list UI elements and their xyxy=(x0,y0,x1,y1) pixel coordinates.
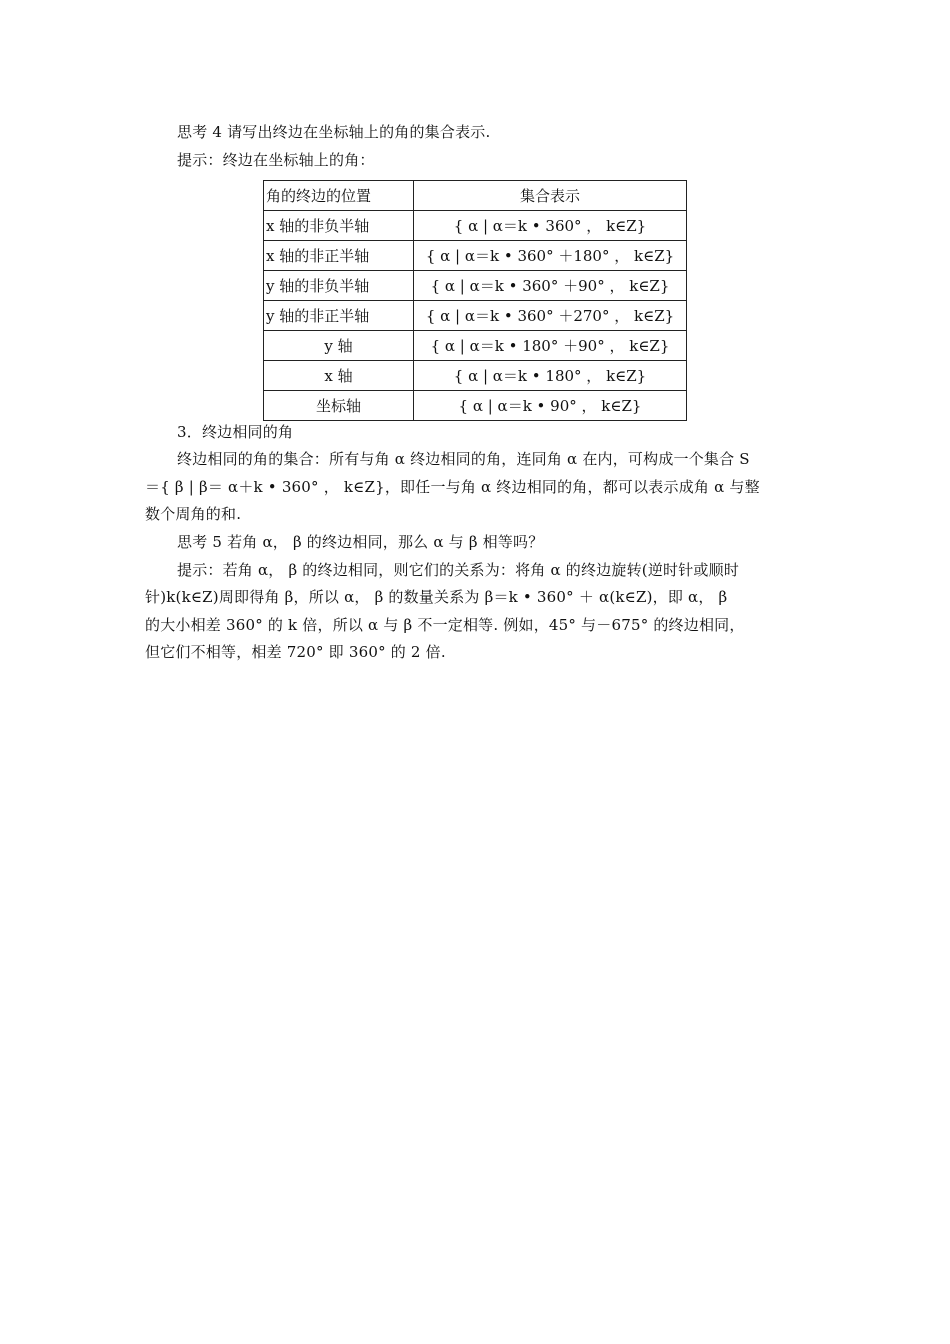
table-row xyxy=(264,391,687,421)
section3-line: 终边相同的角的集合：所有与角 α 终边相同的角，连同角 α 在内，可构成一个集合 S xyxy=(177,450,750,468)
think5-hint-line: 但它们不相等，相差 720° 即 360° 的 2 倍. xyxy=(145,643,446,661)
section3-line: ＝{ β | β＝ α＋k • 360° ， k∈Z}，即任一与角 α 终边相同的角，都可以表示成角 α 与整 xyxy=(145,478,760,496)
think5-question: 思考 5 若角 α， β 的终边相同，那么 α 与 β 相等吗？ xyxy=(177,533,544,551)
table-cell-position: x 轴的非正半轴 xyxy=(264,241,414,271)
angle-set-table xyxy=(263,180,687,421)
table-header-position: 角的终边的位置 xyxy=(264,181,414,211)
table-cell-position: x 轴的非负半轴 xyxy=(264,211,414,241)
table-cell-set: { α | α＝k • 360° ＋180° ， k∈Z} xyxy=(414,241,687,271)
table-cell-set: { α | α＝k • 360° ＋270° ， k∈Z} xyxy=(414,301,687,331)
table-cell-set: { α | α＝k • 360° ＋90° ， k∈Z} xyxy=(414,271,687,301)
table-cell-position: y 轴的非负半轴 xyxy=(264,271,414,301)
table-cell-set: { α | α＝k • 90° ， k∈Z} xyxy=(414,391,687,421)
table-row xyxy=(264,331,687,361)
think5-hint-line: 的大小相差 360° 的 k 倍，所以 α 与 β 不一定相等. 例如，45° 与－675° 的终边相同， xyxy=(145,616,745,634)
table-cell-position: y 轴 xyxy=(264,331,414,361)
table-header-set: 集合表示 xyxy=(414,181,687,211)
table-row xyxy=(264,211,687,241)
table-cell-set: { α | α＝k • 180° ， k∈Z} xyxy=(414,361,687,391)
think4-question: 思考 4 请写出终边在坐标轴上的角的集合表示. xyxy=(177,123,491,141)
table-row xyxy=(264,301,687,331)
think5-hint-line: 提示：若角 α， β 的终边相同，则它们的关系为：将角 α 的终边旋转(逆时针或顺时 xyxy=(177,561,740,579)
table-cell-set: { α | α＝k • 180° ＋90° ， k∈Z} xyxy=(414,331,687,361)
table-cell-set: { α | α＝k • 360° ， k∈Z} xyxy=(414,211,687,241)
section3-heading: 3．终边相同的角 xyxy=(177,423,294,441)
think5-hint-line: 针)k(k∈Z)周即得角 β，所以 α， β 的数量关系为 β＝k • 360° ＋ α(k∈Z)，即 α， β xyxy=(145,588,728,606)
table-row xyxy=(264,241,687,271)
section3-line: 数个周角的和. xyxy=(145,505,242,523)
table-header-row xyxy=(264,181,687,211)
table-cell-position: y 轴的非正半轴 xyxy=(264,301,414,331)
table-cell-position: 坐标轴 xyxy=(264,391,414,421)
table-cell-position: x 轴 xyxy=(264,361,414,391)
table-row xyxy=(264,271,687,301)
think4-hint: 提示：终边在坐标轴上的角： xyxy=(177,151,375,169)
table-row xyxy=(264,361,687,391)
